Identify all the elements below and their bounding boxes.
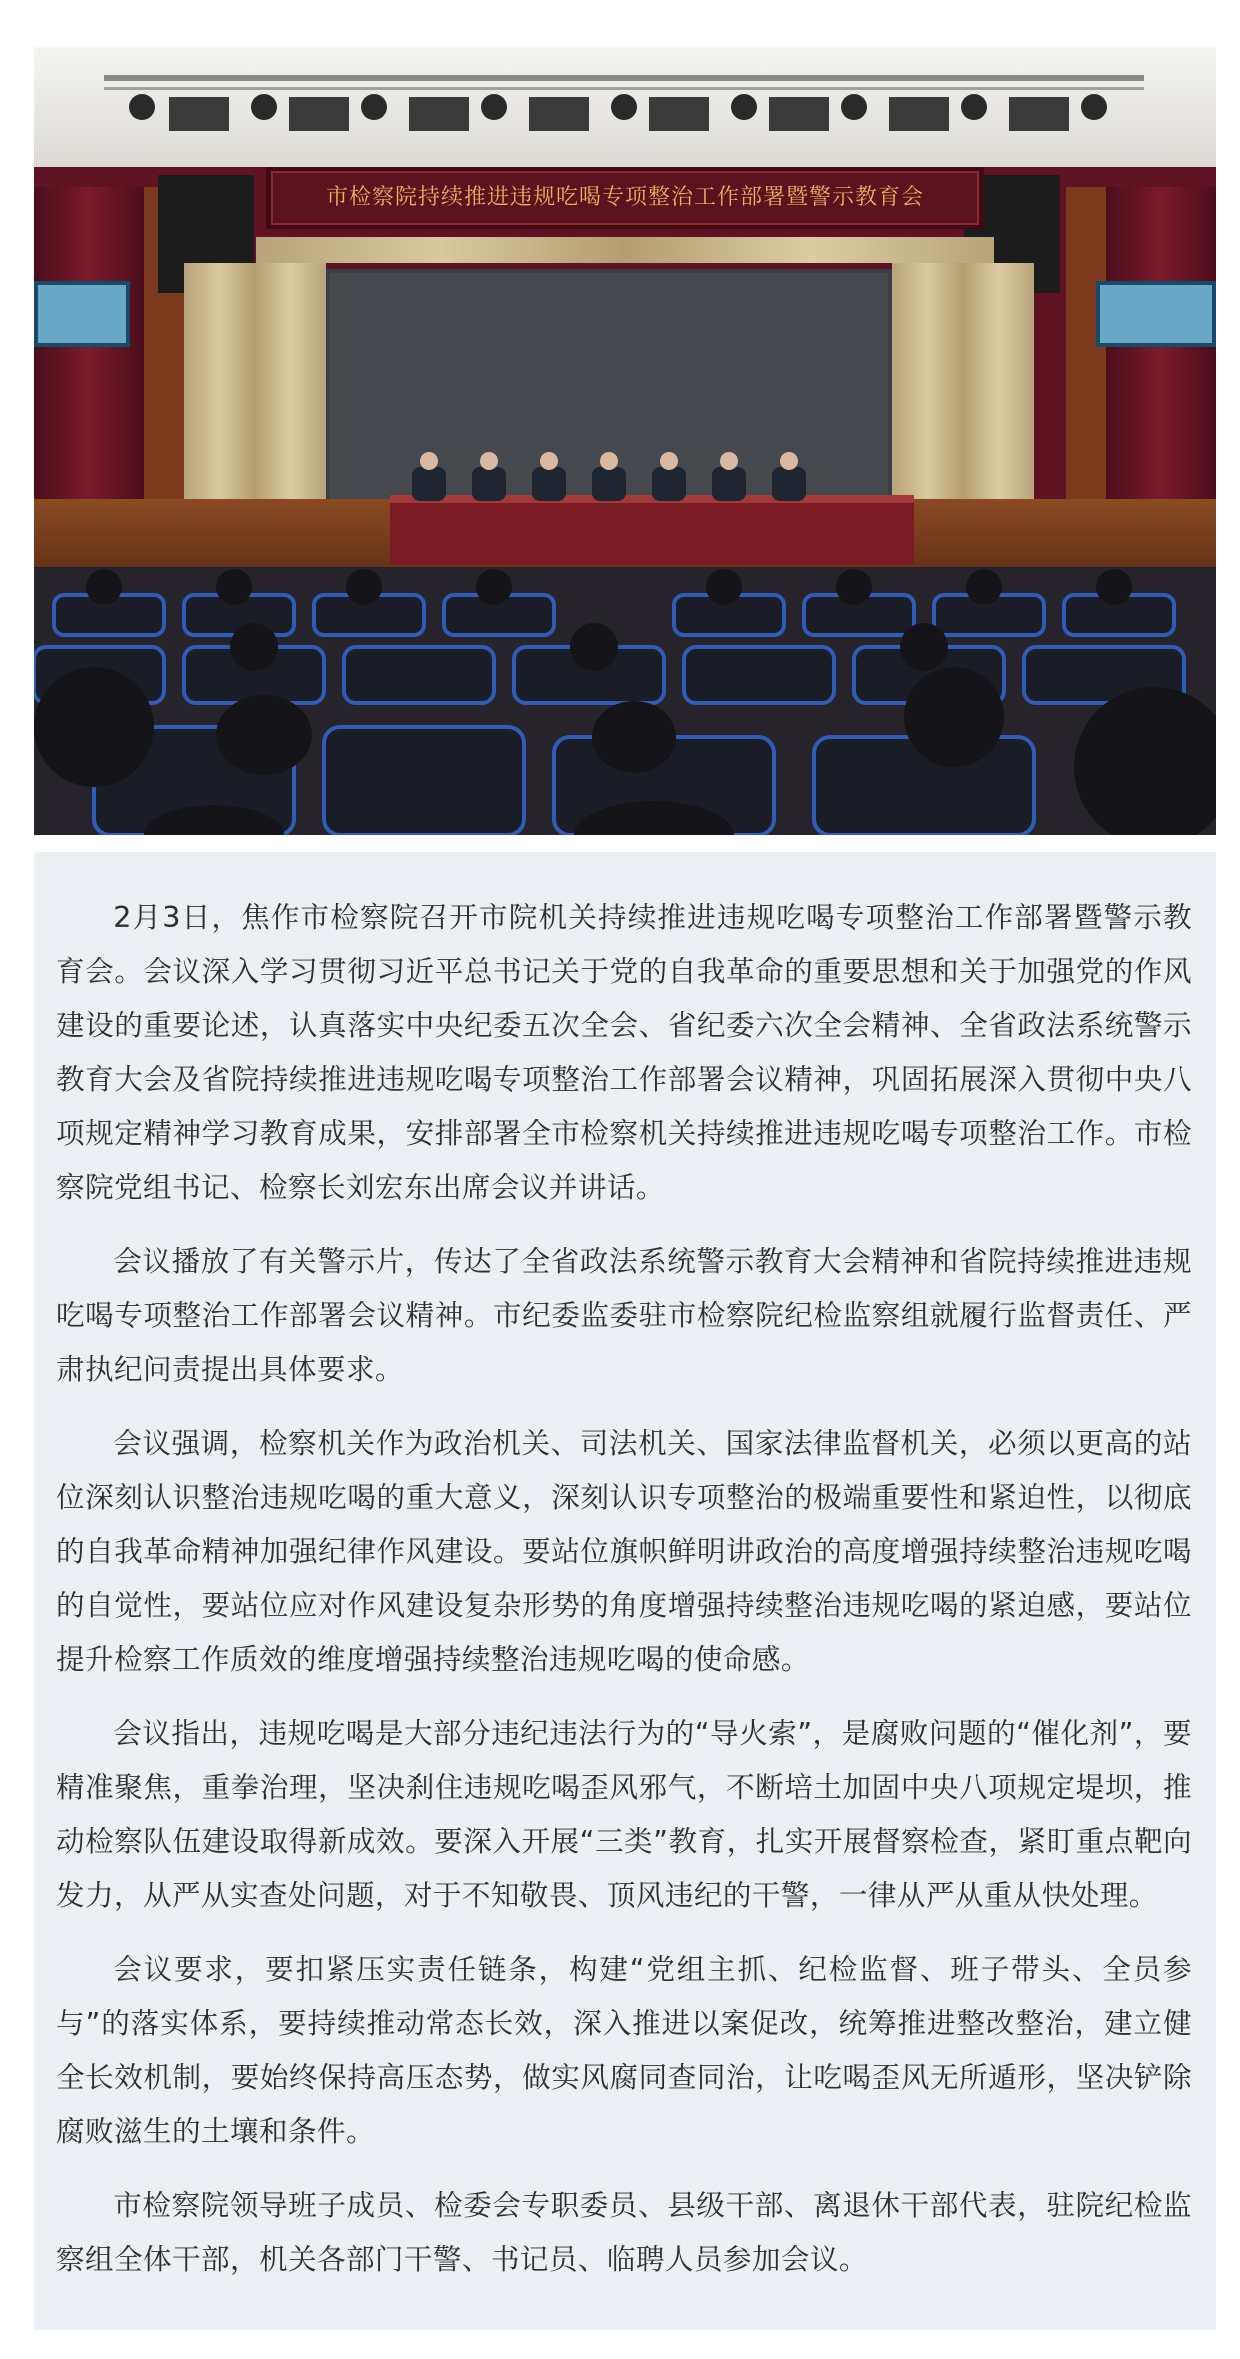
conference-photo bbox=[34, 47, 1216, 835]
article-paragraph: 会议要求，要扣紧压实责任链条，构建“党组主抓、纪检监督、班子带头、全员参与”的落实体系，要持续推动常态长效，深入推进以案促改，统筹推进整改整治，建立健全长效机制，要始终保持高压态势，做实风腐同查同治，让吃喝歪风无所遁形，坚决铲除腐败滋生的土壤和条件。 bbox=[56, 1952, 1192, 2148]
article-paragraph: 会议播放了有关警示片，传达了全省政法系统警示教育大会精神和省院持续推进违规吃喝专项整治工作部署会议精神。市纪委监委驻市检察院纪检监察组就履行监督责任、严肃执纪问责提出具体要求。 bbox=[56, 1244, 1192, 1386]
article-paragraph: 会议指出，违规吃喝是大部分违纪违法行为的“导火索”，是腐败问题的“催化剂”，要精准聚焦，重拳治理，坚决刹住违规吃喝歪风邪气，不断培土加固中央八项规定堤坝，推动检察队伍建设取得新成效。要深入开展“三类”教育，扎实开展督察检查，紧盯重点靶向发力，从严从实查处问题，对于不知敬畏、顶风违纪的干警，一律从严从重从快处理。 bbox=[56, 1716, 1192, 1912]
banner-text: 市检察院持续推进违规吃喝专项整治工作部署暨警示教育会 bbox=[325, 185, 924, 210]
article-body bbox=[34, 852, 1216, 2330]
article-paragraph: 市检察院领导班子成员、检委会专职委员、县级干部、离退休干部代表，驻院纪检监察组全体干部，机关各部门干警、书记员、临聘人员参加会议。 bbox=[56, 2188, 1192, 2276]
article-paragraph: 会议强调，检察机关作为政治机关、司法机关、国家法律监督机关，必须以更高的站位深刻认识整治违规吃喝的重大意义，深刻认识专项整治的极端重要性和紧迫性，以彻底的自我革命精神加强纪律作风建设。要站位旗帜鲜明讲政治的高度增强持续整治违规吃喝的自觉性，要站位应对作风建设复杂形势的角度增强持续整治违规吃喝的紧迫感，要站位提升检察工作质效的维度增强持续整治违规吃喝的使命感。 bbox=[56, 1426, 1192, 1676]
article-paragraph: 2月3日，焦作市检察院召开市院机关持续推进违规吃喝专项整治工作部署暨警示教育会。会议深入学习贯彻习近平总书记关于党的自我革命的重要思想和关于加强党的作风建设的重要论述，认真落实中央纪委五次全会、省纪委六次全会精神、全省政法系统警示教育大会及省院持续推进违规吃喝专项整治工作部署会议精神，巩固拓展深入贯彻中央八项规定精神学习教育成果，安排部署全市检察机关持续推进违规吃喝专项整治工作。市检察院党组书记、检察长刘宏东出席会议并讲话。 bbox=[56, 900, 1192, 1204]
